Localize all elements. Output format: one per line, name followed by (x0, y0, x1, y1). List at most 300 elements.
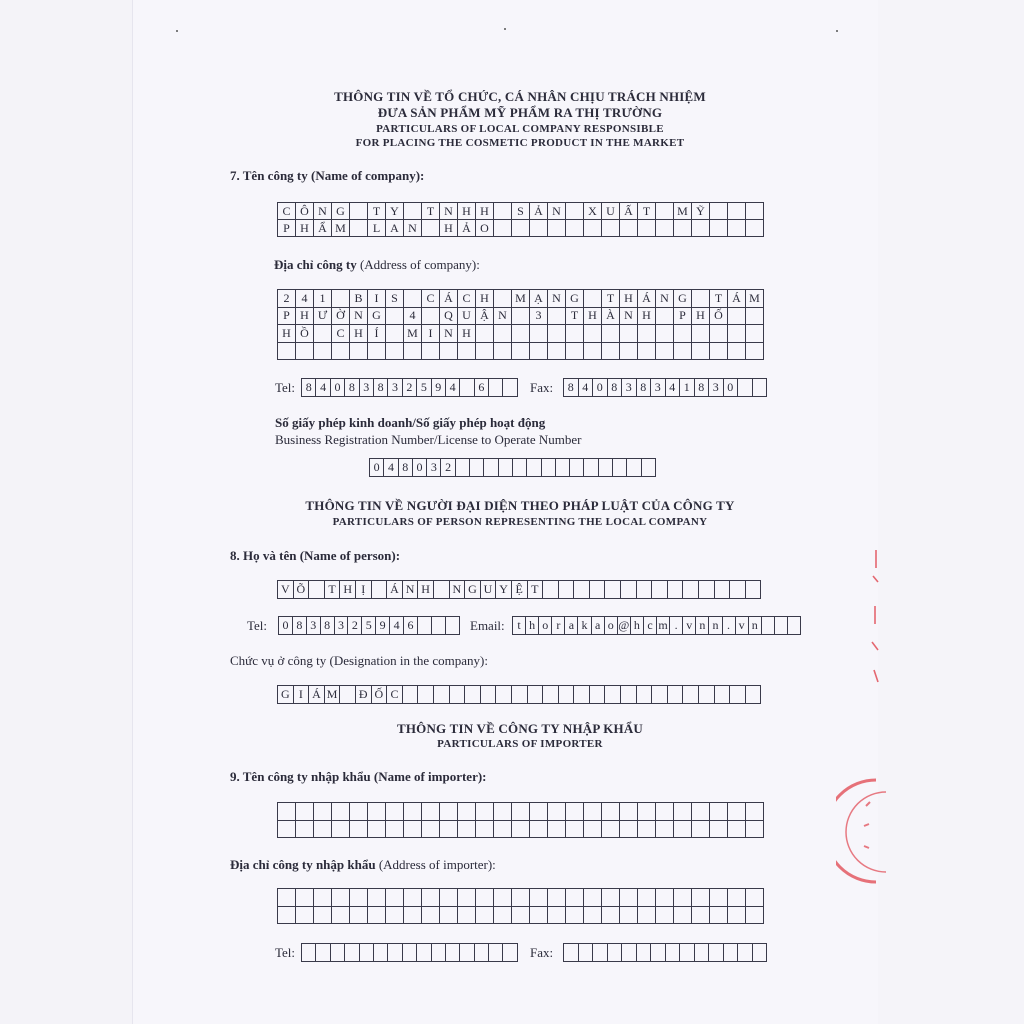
person-email-label: Email: (470, 618, 505, 633)
char-box: G (368, 308, 386, 326)
char-box (314, 343, 332, 361)
char-box: o (539, 617, 552, 635)
char-box (746, 907, 764, 925)
company-address-grid[interactable] (277, 289, 764, 360)
char-box: T (638, 203, 656, 220)
char-box: M (404, 325, 422, 343)
char-box: 3 (530, 308, 548, 326)
char-box (621, 686, 637, 704)
char-box (512, 325, 530, 343)
char-box: Ạ (530, 290, 548, 308)
char-box (674, 821, 692, 839)
char-box (746, 203, 764, 220)
char-box (530, 907, 548, 925)
char-box (556, 459, 570, 477)
char-box (746, 220, 764, 237)
char-box (332, 803, 350, 821)
header1-en-line1: PARTICULARS OF LOCAL COMPANY RESPONSIBLE (376, 123, 664, 135)
char-box (566, 220, 584, 237)
char-box (692, 889, 710, 907)
company-tel-label: Tel: (275, 380, 296, 395)
char-box: 4 (384, 459, 398, 477)
char-box: N (440, 203, 458, 220)
char-box: Ờ (332, 308, 350, 326)
char-box (404, 803, 422, 821)
char-box (620, 907, 638, 925)
company-fax-grid[interactable] (563, 378, 767, 397)
char-box (527, 459, 541, 477)
char-box (584, 907, 602, 925)
char-box: 4 (316, 379, 330, 397)
person-tel-label: Tel: (247, 618, 268, 633)
char-box (316, 944, 330, 962)
char-box: 2 (278, 290, 296, 308)
char-box (692, 821, 710, 839)
char-box (350, 821, 368, 839)
person-name-label: 8. Họ và tên (Name of person): (230, 548, 401, 563)
char-box: H (296, 220, 314, 237)
char-box (548, 803, 566, 821)
char-box: H (620, 290, 638, 308)
char-box: 1 (314, 290, 332, 308)
license-label-en: Business Registration Number/License to Operate Number (275, 432, 582, 447)
stamp-fragment-icon (864, 546, 884, 686)
char-box: H (476, 290, 494, 308)
char-box (746, 821, 764, 839)
char-box: B (350, 290, 368, 308)
char-box (476, 889, 494, 907)
char-box (422, 803, 440, 821)
char-box (746, 581, 762, 599)
char-box (530, 325, 548, 343)
char-box (728, 325, 746, 343)
char-box (374, 944, 388, 962)
company-name-grid[interactable] (277, 202, 764, 237)
char-box (494, 821, 512, 839)
char-box (296, 343, 314, 361)
char-box: Ả (458, 220, 476, 237)
scan-speck (504, 28, 506, 30)
char-box (746, 308, 764, 326)
importer-name-grid[interactable] (277, 802, 764, 838)
char-box (476, 803, 494, 821)
char-box (548, 821, 566, 839)
char-box (489, 379, 503, 397)
char-box (728, 889, 746, 907)
char-box: 8 (695, 379, 710, 397)
char-box: 4 (296, 290, 314, 308)
char-box: Õ (294, 581, 310, 599)
char-box: 8 (374, 379, 388, 397)
person-email-grid[interactable] (512, 616, 801, 635)
char-box (530, 821, 548, 839)
char-box: P (278, 308, 296, 326)
char-box: Ả (530, 203, 548, 220)
char-box (404, 907, 422, 925)
char-box (278, 907, 296, 925)
char-box: N (450, 581, 466, 599)
char-box (458, 343, 476, 361)
char-box (590, 686, 606, 704)
char-box (512, 220, 530, 237)
person-tel-grid[interactable] (278, 616, 460, 635)
char-box (446, 944, 460, 962)
char-box (746, 343, 764, 361)
char-box (674, 907, 692, 925)
char-box (651, 944, 666, 962)
char-box (692, 907, 710, 925)
char-box: S (386, 290, 404, 308)
char-box (314, 889, 332, 907)
header1-en-line2: FOR PLACING THE COSMETIC PRODUCT IN THE MARKET (355, 137, 685, 149)
char-box (593, 944, 608, 962)
char-box: M (674, 203, 692, 220)
char-box: T (710, 290, 728, 308)
char-box: G (332, 203, 350, 220)
char-box (460, 379, 474, 397)
char-box: Á (309, 686, 325, 704)
char-box (548, 220, 566, 237)
char-box: H (278, 325, 296, 343)
char-box (372, 581, 388, 599)
char-box: H (476, 203, 494, 220)
char-box (638, 220, 656, 237)
char-box (432, 617, 446, 635)
char-box (762, 617, 775, 635)
header3-vn: THÔNG TIN VỀ CÔNG TY NHẬP KHẨU (396, 721, 644, 736)
char-box: H (350, 325, 368, 343)
char-box: Y (386, 203, 404, 220)
char-box (503, 944, 517, 962)
char-box: P (278, 220, 296, 237)
char-box (489, 944, 503, 962)
char-box: a (592, 617, 605, 635)
char-box (692, 803, 710, 821)
char-box: G (465, 581, 481, 599)
char-box (350, 907, 368, 925)
char-box (674, 889, 692, 907)
char-box: Í (368, 325, 386, 343)
char-box: Ấ (620, 203, 638, 220)
char-box: 5 (362, 617, 376, 635)
char-box: 3 (427, 459, 441, 477)
char-box (656, 343, 674, 361)
char-box: N (620, 308, 638, 326)
char-box (548, 308, 566, 326)
char-box: T (368, 203, 386, 220)
char-box (728, 308, 746, 326)
char-box (494, 889, 512, 907)
char-box (738, 379, 753, 397)
char-box: Ô (296, 203, 314, 220)
char-box (386, 308, 404, 326)
char-box (620, 889, 638, 907)
char-box: 4 (390, 617, 404, 635)
char-box: Ậ (476, 308, 494, 326)
char-box: M (512, 290, 530, 308)
license-grid[interactable] (369, 458, 656, 477)
char-box: Á (638, 290, 656, 308)
char-box (530, 889, 548, 907)
char-box (602, 343, 620, 361)
char-box (620, 821, 638, 839)
char-box (715, 686, 731, 704)
char-box (404, 203, 422, 220)
char-box (422, 821, 440, 839)
char-box (627, 459, 641, 477)
char-box (566, 803, 584, 821)
char-box (422, 907, 440, 925)
company-tel-grid[interactable] (301, 378, 518, 397)
char-box: 0 (331, 379, 345, 397)
char-box (296, 803, 314, 821)
char-box (579, 944, 594, 962)
char-box (683, 686, 699, 704)
char-box (724, 944, 739, 962)
char-box (728, 907, 746, 925)
importer-address-label (230, 857, 496, 873)
char-box (386, 821, 404, 839)
char-box: I (368, 290, 386, 308)
importer-fax-grid[interactable] (563, 943, 767, 962)
char-box (350, 803, 368, 821)
char-box: 2 (403, 379, 417, 397)
char-box (470, 459, 484, 477)
char-box (608, 944, 623, 962)
char-box (458, 803, 476, 821)
char-box: O (476, 220, 494, 237)
char-box: Ệ (512, 581, 528, 599)
char-box (458, 821, 476, 839)
char-box (710, 220, 728, 237)
char-box: I (294, 686, 310, 704)
char-box: 4 (579, 379, 594, 397)
importer-address-label-rest: (Address of importer): (375, 857, 496, 872)
char-box (350, 220, 368, 237)
char-box: 8 (345, 379, 359, 397)
char-box (566, 821, 584, 839)
char-box: M (332, 220, 350, 237)
designation-grid[interactable] (277, 685, 761, 704)
char-box: V (278, 581, 294, 599)
char-box (548, 907, 566, 925)
char-box (656, 889, 674, 907)
char-box (512, 889, 530, 907)
char-box (674, 803, 692, 821)
char-box (602, 325, 620, 343)
char-box (692, 325, 710, 343)
char-box: H (458, 325, 476, 343)
char-box (613, 459, 627, 477)
char-box: P (674, 308, 692, 326)
char-box (656, 821, 674, 839)
char-box (332, 889, 350, 907)
char-box (656, 203, 674, 220)
header1-vn-line1: THÔNG TIN VỀ TỔ CHỨC, CÁ NHÂN CHỊU TRÁCH NHIỆM (334, 89, 706, 104)
char-box: 0 (724, 379, 739, 397)
char-box (440, 889, 458, 907)
char-box: T (325, 581, 341, 599)
char-box (404, 290, 422, 308)
char-box: Ị (356, 581, 372, 599)
char-box (753, 944, 768, 962)
char-box (602, 907, 620, 925)
company-name-label: 7. Tên công ty (Name of company): (230, 168, 425, 183)
char-box (476, 821, 494, 839)
char-box (730, 581, 746, 599)
char-box (656, 308, 674, 326)
char-box (620, 343, 638, 361)
char-box (450, 686, 466, 704)
char-box: 0 (593, 379, 608, 397)
char-box (683, 581, 699, 599)
char-box: Ồ (296, 325, 314, 343)
company-fax-label: Fax: (530, 380, 554, 395)
char-box: 8 (399, 459, 413, 477)
char-box (746, 803, 764, 821)
char-box: . (723, 617, 736, 635)
header1-vn-line2: ĐƯA SẢN PHẨM MỸ PHẨM RA THỊ TRƯỜNG (377, 105, 663, 120)
char-box (446, 617, 460, 635)
person-name-grid[interactable] (277, 580, 761, 599)
char-box: r (552, 617, 565, 635)
char-box (496, 686, 512, 704)
char-box (484, 459, 498, 477)
char-box (309, 581, 325, 599)
char-box: H (638, 308, 656, 326)
char-box (637, 944, 652, 962)
char-box (652, 686, 668, 704)
char-box: U (481, 581, 497, 599)
char-box (345, 944, 359, 962)
char-box: Q (440, 308, 458, 326)
char-box: 1 (680, 379, 695, 397)
char-box (574, 581, 590, 599)
char-box: 0 (370, 459, 384, 477)
char-box (494, 907, 512, 925)
char-box: N (350, 308, 368, 326)
char-box: 9 (376, 617, 390, 635)
char-box: v (683, 617, 696, 635)
char-box (668, 581, 684, 599)
char-box: Á (728, 290, 746, 308)
char-box (512, 821, 530, 839)
char-box (638, 803, 656, 821)
char-box (512, 907, 530, 925)
char-box (422, 889, 440, 907)
char-box: 4 (666, 379, 681, 397)
importer-address-grid[interactable] (277, 888, 764, 924)
char-box (566, 203, 584, 220)
char-box: N (314, 203, 332, 220)
char-box: Á (387, 581, 403, 599)
char-box: Ư (314, 308, 332, 326)
char-box (590, 581, 606, 599)
char-box (620, 803, 638, 821)
char-box (652, 581, 668, 599)
char-box: k (578, 617, 591, 635)
char-box (350, 203, 368, 220)
char-box: 3 (622, 379, 637, 397)
char-box (494, 343, 512, 361)
char-box: T (422, 203, 440, 220)
char-box (494, 290, 512, 308)
char-box: C (278, 203, 296, 220)
importer-name-label: 9. Tên công ty nhập khẩu (Name of importer): (230, 769, 487, 784)
char-box (404, 821, 422, 839)
char-box: U (458, 308, 476, 326)
char-box: G (278, 686, 294, 704)
scan-speck (176, 30, 178, 32)
char-box: 8 (302, 379, 316, 397)
char-box (434, 581, 450, 599)
company-address-label-bold: Địa chỉ công ty (274, 257, 357, 272)
char-box (386, 343, 404, 361)
char-box (710, 821, 728, 839)
char-box: N (403, 581, 419, 599)
importer-tel-grid[interactable] (301, 943, 518, 962)
char-box: Đ (356, 686, 372, 704)
char-box (386, 325, 404, 343)
char-box (512, 308, 530, 326)
char-box (512, 343, 530, 361)
char-box: c (644, 617, 657, 635)
char-box: 3 (335, 617, 349, 635)
char-box: 8 (564, 379, 579, 397)
char-box (460, 944, 474, 962)
char-box (566, 889, 584, 907)
char-box: 3 (388, 379, 402, 397)
char-box: 9 (432, 379, 446, 397)
char-box (730, 686, 746, 704)
char-box: 4 (404, 308, 422, 326)
char-box (314, 907, 332, 925)
char-box (332, 290, 350, 308)
char-box (574, 686, 590, 704)
char-box: À (602, 308, 620, 326)
char-box: H (458, 203, 476, 220)
char-box (656, 803, 674, 821)
char-box (584, 803, 602, 821)
char-box (656, 325, 674, 343)
char-box (350, 889, 368, 907)
char-box: N (656, 290, 674, 308)
char-box (543, 686, 559, 704)
char-box (494, 325, 512, 343)
char-box: G (674, 290, 692, 308)
char-box (403, 944, 417, 962)
char-box: 0 (279, 617, 293, 635)
char-box (656, 907, 674, 925)
char-box (417, 944, 431, 962)
char-box: H (584, 308, 602, 326)
char-box: o (605, 617, 618, 635)
char-box (566, 325, 584, 343)
char-box: C (387, 686, 403, 704)
char-box (728, 343, 746, 361)
char-box (458, 889, 476, 907)
char-box (605, 686, 621, 704)
char-box (542, 459, 556, 477)
char-box (418, 686, 434, 704)
char-box: 8 (293, 617, 307, 635)
char-box (278, 803, 296, 821)
char-box (368, 907, 386, 925)
importer-address-label-bold: Địa chỉ công ty nhập khẩu (230, 857, 376, 872)
char-box: v (736, 617, 749, 635)
char-box (584, 220, 602, 237)
scan-speck (836, 30, 838, 32)
